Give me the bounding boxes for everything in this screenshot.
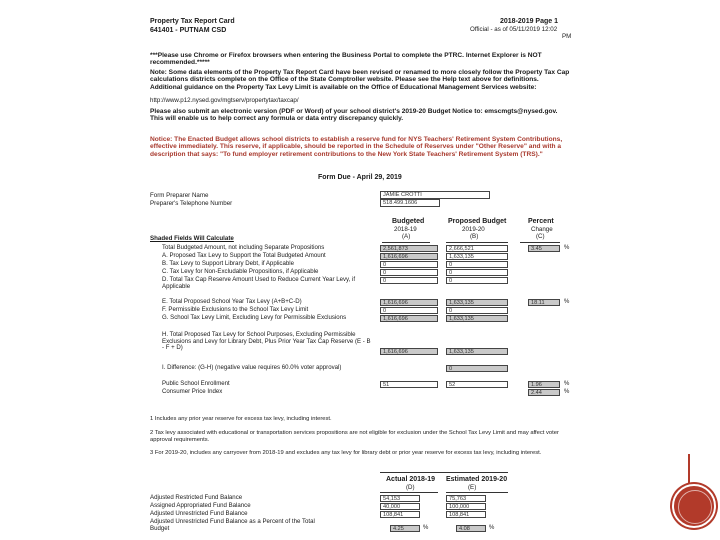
browser-note: ***Please use Chrome or Firefox browsers when entering the Business Portal to complete the PTRC. Internet Explorer is NOT recommended.***** — [150, 52, 542, 67]
cell-c-row-e: 18.11 — [528, 299, 560, 306]
cell-b-row-b[interactable]: 0 — [446, 261, 508, 268]
preparer-name-field[interactable]: JAMIE CROTTI — [380, 191, 490, 199]
row-label-f: F. Permissible Exclusions to the School Tax Levy Limit — [162, 306, 309, 313]
preparer-name-label: Form Preparer Name — [150, 192, 209, 199]
form-due: Form Due - April 29, 2019 — [318, 174, 402, 181]
row-label-i: I. Difference: (G-H) (negative value requires 60.0% voter approval) — [162, 364, 342, 371]
official-date: Official - as of 05/11/2019 12:02 — [470, 26, 558, 33]
report-card-page — [150, 14, 580, 540]
guidance-link[interactable]: http://www.p12.nysed.gov/mgtserv/propertytax/taxcap/ — [150, 97, 299, 104]
row-label-g: G. School Tax Levy Limit, Excluding Levy for Permissible Exclusions — [162, 314, 347, 321]
row-label-enrollment: Public School Enrollment — [162, 380, 230, 387]
row-label-b: B. Tax Levy to Support Library Debt, if Applicable — [162, 260, 294, 267]
cell-a-row-f[interactable]: 0 — [380, 307, 438, 314]
cell-b-row-f[interactable]: 0 — [446, 307, 508, 314]
pct-sign: % — [423, 525, 429, 531]
col-a-letter: (A) — [402, 233, 411, 240]
row-label-d: D. Total Tax Cap Reserve Amount Used to Reduce Current Year Levy, if Applicable — [162, 276, 356, 290]
official-time: PM — [562, 33, 572, 40]
fund-e-unrestricted[interactable]: 108,841 — [446, 511, 486, 518]
row-label-c: C. Tax Levy for Non-Excludable Propositions, if Applicable — [162, 268, 319, 275]
fund-d-unrestricted[interactable]: 108,841 — [380, 511, 420, 518]
cell-b-row-d[interactable]: 0 — [446, 277, 508, 284]
note-elements: Note: Some data elements of the Property Tax Report Card have been revised or renamed to more closely follow the Property Tax Cap calculations districts complete on the Office of the State Comptroller website. Please see the Help text above for definitions. Additional guidance on the Property Tax Levy Limit is available on the Office of Educational Management Services website: — [150, 69, 570, 91]
cell-b-enrollment[interactable]: 52 — [446, 381, 508, 388]
cell-b-row-g: 1,633,135 — [446, 315, 508, 322]
row-label-a: A. Proposed Tax Levy to Support the Total Budgeted Amount — [162, 252, 326, 259]
cell-a-row-b[interactable]: 0 — [380, 261, 438, 268]
footnote-3: 3 For 2019-20, includes any carryover from 2018-19 and excludes any tax levy for library debt or prior year reserve for excess tax levy, including interest. — [150, 450, 542, 456]
pct-sign: % — [489, 525, 495, 531]
col-e-letter: (E) — [468, 484, 477, 491]
cell-b-row-e: 1,633,135 — [446, 299, 508, 306]
pct-sign: % — [564, 245, 570, 251]
col-c-change: Change — [531, 226, 553, 233]
cell-a-row-e: 1,616,696 — [380, 299, 438, 306]
footnote-2: 2 Tax levy associated with educational or transportation services propositions are not eligible for exclusion under the School Tax Levy Limit and may affect voter approval requirements. — [150, 430, 559, 443]
fund-d-restricted[interactable]: 54,153 — [380, 495, 420, 502]
cell-c-enrollment: 1.96 — [528, 381, 560, 388]
col-c-letter: (C) — [536, 233, 545, 240]
report-title: Property Tax Report Card — [150, 18, 235, 25]
col-a-title: Budgeted — [392, 218, 425, 225]
note-electronic: Please also submit an electronic version (PDF or Word) of your school district's 2019-20 Budget Notice to: emscmgts@nysed.gov. This will enable us to help correct any formula or data entry discrepancy quickly. — [150, 108, 558, 123]
notice-trs: Notice: The Enacted Budget allows school districts to establish a reserve fund for NYS Teachers' Retirement System Contributions, effective immediately. This reserve, if applicable, should be reported in the Schedule of Reserves under "Other Reserve" and with a description that says: "To fund employer retirement contributions to the New York State Teachers' Retirement System (TRS)." — [150, 136, 563, 158]
col-e-title: Estimated 2019-20 — [446, 476, 508, 483]
cell-b-row-i: 0 — [446, 365, 508, 372]
col-b-title: Proposed Budget — [448, 218, 507, 225]
col-d-title: Actual 2018-19 — [386, 476, 436, 483]
row-label-e: E. Total Proposed School Year Tax Levy (A+B+C-D) — [162, 298, 302, 305]
cell-c-total-budget: 3.45 — [528, 245, 560, 252]
preparer-phone-label: Preparer's Telephone Number — [150, 200, 233, 207]
cell-c-cpi: 2.44 — [528, 389, 560, 396]
pct-sign: % — [564, 389, 570, 395]
cell-a-row-d[interactable]: 0 — [380, 277, 438, 284]
cell-b-total-budget[interactable]: 2,666,521 — [446, 245, 508, 252]
pct-sign: % — [564, 299, 570, 305]
cell-a-row-a: 1,616,696 — [380, 253, 438, 260]
district-name: 641401 - PUTNAM CSD — [150, 27, 227, 34]
col-d-letter: (D) — [406, 484, 415, 491]
year-page: 2018-2019 Page 1 — [500, 18, 558, 25]
cell-b-row-c[interactable]: 0 — [446, 269, 508, 276]
fund-label-percent: Adjusted Unrestricted Fund Balance as a Percent of the Total Budget — [150, 518, 315, 532]
slide-accent-circle — [672, 484, 716, 528]
footnote-1: 1 Includes any prior year reserve for excess tax levy, including interest. — [150, 416, 332, 422]
row-label-total-budget: Total Budgeted Amount, not including Separate Propositions — [162, 244, 325, 251]
slide-accent-line — [688, 454, 690, 484]
fund-d-percent: 4.25 — [390, 525, 420, 532]
preparer-phone-field[interactable]: 518.499.1606 — [380, 199, 440, 207]
fund-e-restricted[interactable]: 75,763 — [446, 495, 486, 502]
cell-b-row-h: 1,633,135 — [446, 348, 508, 355]
fund-label-unrestricted: Adjusted Unrestricted Fund Balance — [150, 510, 248, 517]
col-b-letter: (B) — [470, 233, 479, 240]
shaded-fields-note: Shaded Fields Will Calculate — [150, 235, 234, 242]
col-c-title: Percent — [528, 218, 554, 225]
col-a-year: 2018-19 — [394, 226, 417, 233]
cell-a-total-budget: 2,561,873 — [380, 245, 438, 252]
fund-label-assigned: Assigned Appropriated Fund Balance — [150, 502, 251, 509]
col-b-year: 2019-20 — [462, 226, 485, 233]
cell-a-row-h: 1,616,696 — [380, 348, 438, 355]
cell-a-enrollment[interactable]: 51 — [380, 381, 438, 388]
cell-b-row-a[interactable]: 1,633,135 — [446, 253, 508, 260]
cell-a-row-c[interactable]: 0 — [380, 269, 438, 276]
cell-a-row-g: 1,616,696 — [380, 315, 438, 322]
fund-label-restricted: Adjusted Restricted Fund Balance — [150, 494, 243, 501]
fund-e-percent: 4.08 — [456, 525, 486, 532]
row-label-cpi: Consumer Price Index — [162, 388, 223, 395]
pct-sign: % — [564, 381, 570, 387]
row-label-h: H. Total Proposed Tax Levy for School Purposes, Excluding Permissible Exclusions and Levy for Library Debt, Plus Prior Year Tax Cap Reserve (E - B - F + D) — [162, 331, 371, 352]
fund-e-assigned[interactable]: 100,000 — [446, 503, 486, 510]
fund-d-assigned[interactable]: 40,000 — [380, 503, 420, 510]
